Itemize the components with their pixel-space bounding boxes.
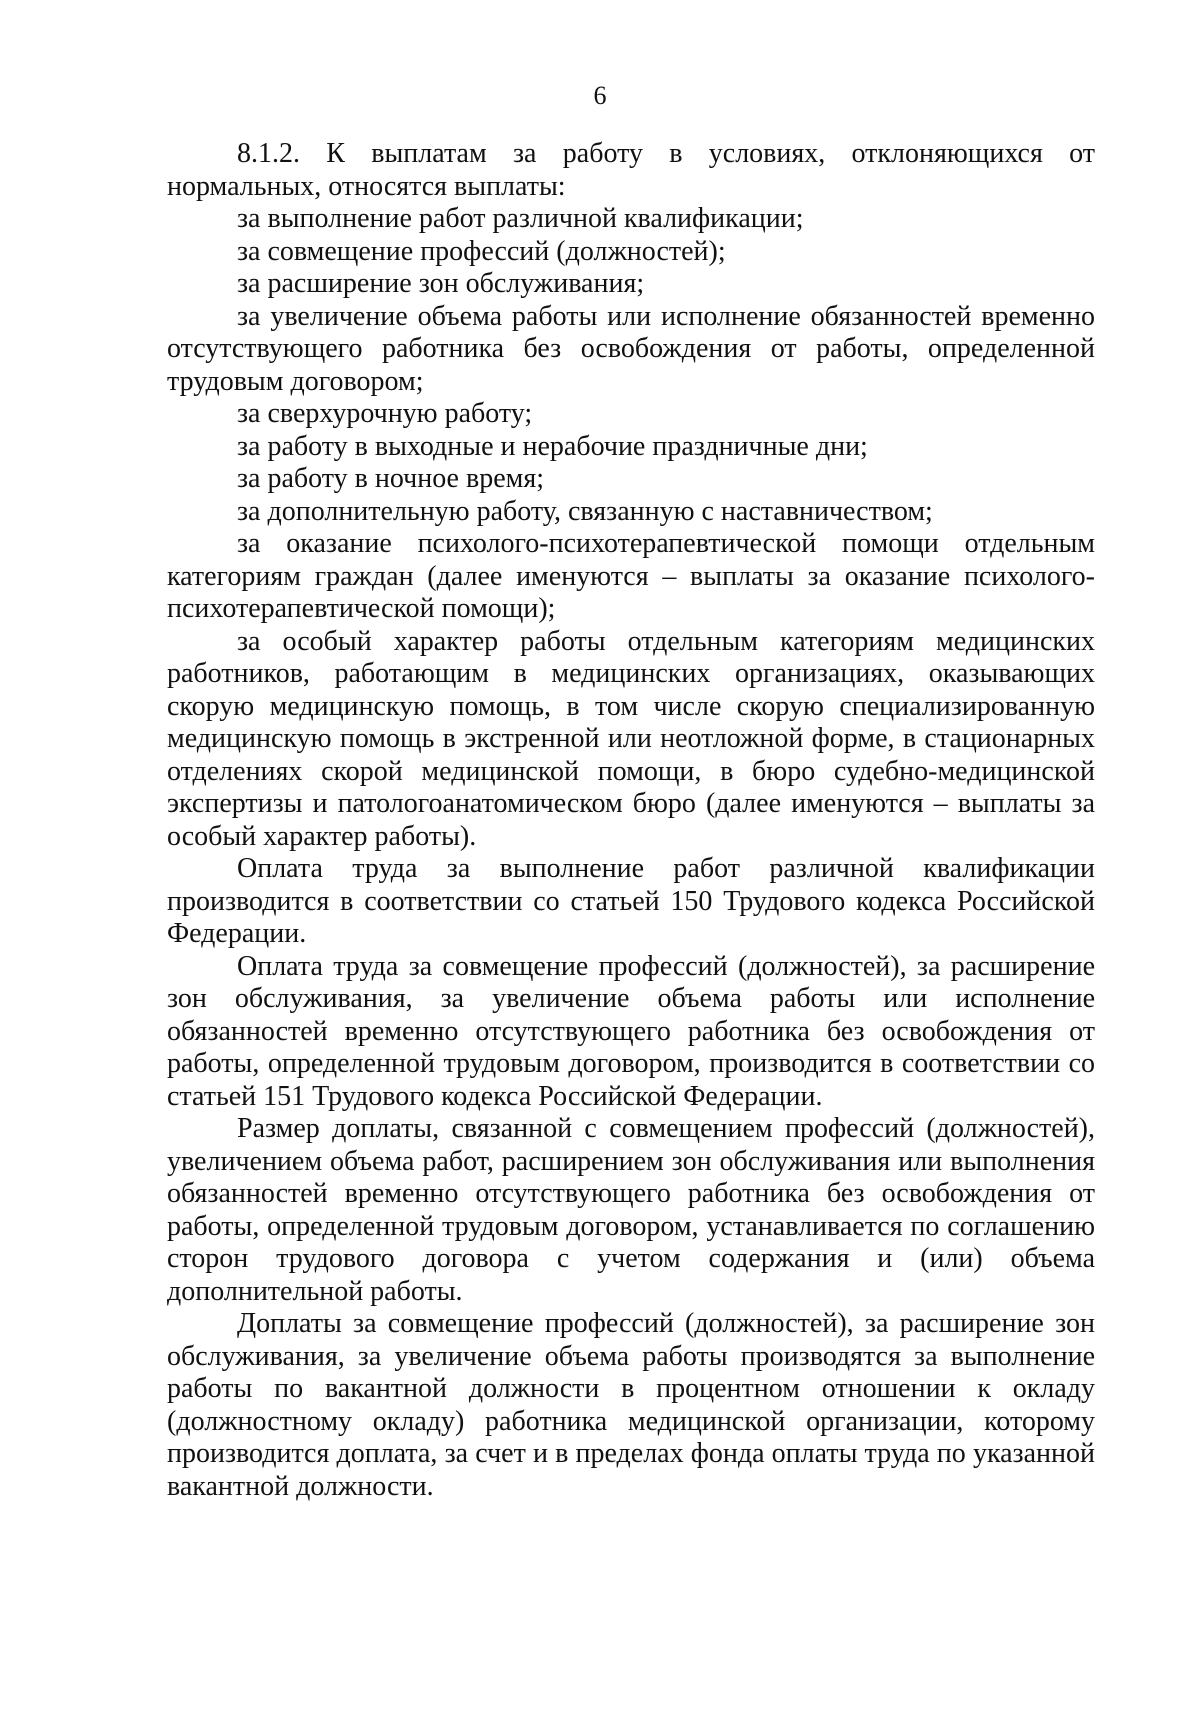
document-body bbox=[167, 138, 1095, 1503]
list-item: за работу в ночное время; bbox=[237, 463, 545, 494]
list-item: за увеличение объема работы или исполнение обязанностей временно отсутствующего работника без освобождения от работы, определенной трудовым договором; bbox=[167, 300, 1095, 397]
page-number: 6 bbox=[593, 81, 607, 110]
list-item: за совмещение профессий (должностей); bbox=[237, 235, 726, 267]
list-item: за работу в выходные и нерабочие праздничные дни; bbox=[237, 430, 868, 462]
list-item: за сверхурочную работу; bbox=[237, 398, 533, 429]
paragraph: Доплаты за совмещение профессий (должностей), за расширение зон обслуживания, за увеличение объема работы производятся за выполнение работы по вакантной должности в процентном отношении к окладу (должностному окладу) работника медицинской организации, которому производится доплата, за счет и в пределах фонда оплаты труда по указанной вакантной должности. bbox=[167, 1308, 1095, 1502]
paragraph: Оплата труда за выполнение работ различной квалификации производится в соответствии со статьей 150 Трудового кодекса Российской Федерации. bbox=[167, 853, 1095, 949]
list-item: за дополнительную работу, связанную с наставничеством; bbox=[237, 495, 933, 527]
list-item: за оказание психолого-психотерапевтической помощи отдельным категориям граждан (далее именуются – выплаты за оказание психолого-психотерапевтической помощи); bbox=[167, 528, 1095, 624]
list-item: за расширение зон обслуживания; bbox=[237, 268, 645, 299]
list-item: за выполнение работ различной квалификации; bbox=[237, 203, 804, 234]
paragraph-8-1-2-intro: 8.1.2. К выплатам за работу в условиях, отклоняющихся от нормальных, относятся выплаты: bbox=[167, 138, 1095, 202]
paragraph: Оплата труда за совмещение профессий (должностей), за расширение зон обслуживания, за увеличение объема работы или исполнение обязанностей временно отсутствующего работника без освобождения от работы, определенной трудовым договором, производится в соответствии со статьей 151 Трудового кодекса Российской Федерации. bbox=[167, 950, 1095, 1112]
paragraph: Размер доплаты, связанной с совмещением профессий (должностей), увеличением объема работ, расширением зон обслуживания или выполнения обязанностей временно отсутствующего работника без освобождения от работы, определенной трудовым договором, устанавливается по соглашению сторон трудового договора с учетом содержания и (или) объема дополнительной работы. bbox=[167, 1113, 1095, 1307]
list-item: за особый характер работы отдельным категориям медицинских работников, работающим в медицинских организациях, оказывающих скорую медицинскую помощь, в том числе скорую специализированную медицинскую помощь в экстренной или неотложной форме, в стационарных отделениях скорой медицинской помощи, в бюро судебно-медицинской экспертизы и патологоанатомическом бюро (далее именуются – выплаты за особый характер работы). bbox=[167, 625, 1095, 852]
